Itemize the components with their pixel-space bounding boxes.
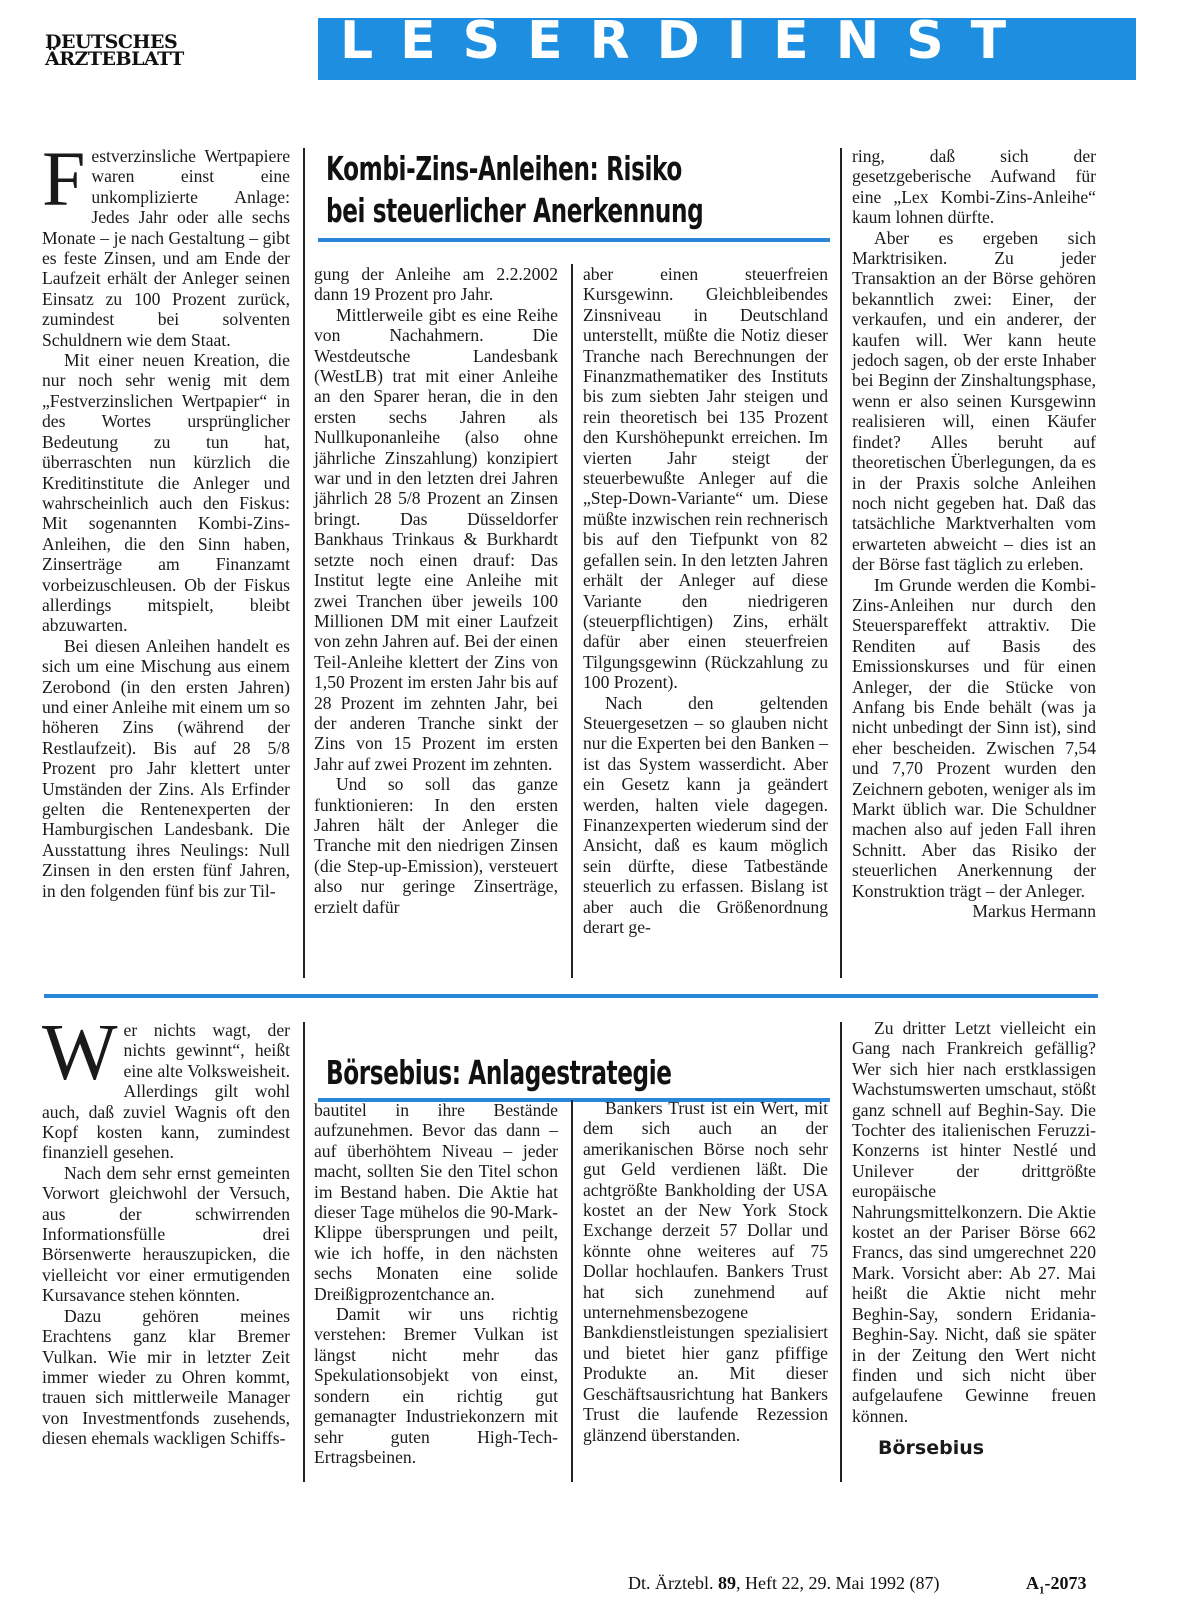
column-divider bbox=[840, 148, 842, 978]
article1-column-4 bbox=[852, 146, 1096, 921]
section-title: LESERDIENST bbox=[340, 11, 1034, 71]
logo-line-2: ÄRZTEBLATT bbox=[45, 48, 184, 70]
paragraph: gung der Anleihe am 2.2.2002 dann 19 Prozent pro Jahr. bbox=[314, 264, 558, 305]
paragraph: Bei diesen Anleihen handelt es sich um eine Mischung aus einem Zerobond (in den ersten Jahren) und einer Anleihe mit einem um so höheren Zins (während der Restlaufzeit). Bis auf 28 5/8 Prozent pro Jahr klettert unter Umständen der Zins. Als Erfinder gelten die Rentenexperten der Hamburgischen Landesbank. Die Ausstattung ihres Neulings: Null Zinsen in den ersten fünf Jahren, in den folgenden fünf bis zur Til- bbox=[42, 635, 290, 901]
article1-column-2 bbox=[314, 264, 558, 917]
author-name: Börsebius bbox=[878, 1437, 985, 1460]
paragraph: Mit einer neuen Kreation, die nur noch sehr wenig mit dem „Festverzinslichen Wertpapier“ in des Wortes ursprünglicher Bedeutung zu tun hat, überraschten nun kürzlich die Kreditinstitute die Anleger und wahrscheinlich auch den Fiskus: Mit sogenannten Kombi-Zins-Anleihen, die den Sinn haben, Zinserträge am Finanzamt vorbeizuschleusen. Ob der Fiskus allerdings mitspielt, bleibt abzuwarten. bbox=[42, 350, 290, 636]
journal-logo bbox=[45, 31, 184, 70]
column-divider bbox=[303, 1022, 305, 1482]
author-line bbox=[852, 1438, 1096, 1458]
page-prefix: A bbox=[1026, 1573, 1039, 1593]
column-divider bbox=[571, 1100, 573, 1482]
citation-volume: 89 bbox=[717, 1573, 736, 1593]
article2-column-2 bbox=[314, 1100, 558, 1467]
column-divider bbox=[840, 1022, 842, 1482]
article2-column-3 bbox=[583, 1098, 828, 1445]
logo-line-1: DEUTSCHES bbox=[45, 31, 178, 53]
column-divider bbox=[571, 264, 573, 978]
article2-headline: Börsebius: Anlagestrategie bbox=[326, 1053, 672, 1092]
page-footer-citation bbox=[628, 1573, 939, 1594]
headline-underline bbox=[318, 238, 830, 242]
article1-headline-line2: bei steuerlicher Anerkennung bbox=[326, 191, 704, 230]
paragraph: estverzinsliche Wertpapiere waren einst eine unkomplizierte Anlage: Jedes Jahr oder alle sechs Monate – je nach Gestaltung – gibt es feste Zinsen, und am Ende der Laufzeit erhält der Anleger seinen Einsatz zu 100 Prozent zurück, zumindest bei solventen Schuldnern wie dem Staat. bbox=[42, 146, 290, 350]
article1-column-1 bbox=[42, 135, 290, 901]
paragraph: Und so soll das ganze funktionieren: In den ersten Jahren hält der Anleger die Tranche mit den niedrigen Zinsen (die Step-up-Emission), versteuert also nur geringe Zinserträge, erzielt dafür bbox=[314, 774, 558, 917]
paragraph: Nach den geltenden Steuergesetzen – so glauben nicht nur die Experten bei den Banken – ist das System wasserdicht. Aber ein Gesetz kann ja geändert werden, halten viele dagegen. Finanzexperten wiederum sind der Ansicht, daß es kaum möglich sein dürfte, diese Tatbestände steuerlich zu erfassen. Bislang ist aber auch die Größenordnung derart ge- bbox=[583, 692, 828, 937]
paragraph: er nichts wagt, der nichts gewinnt“, heißt eine alte Volksweisheit. Allerdings gilt wohl auch, daß zuviel Wagnis oft den Kopf kosten kann, zumindest finanziell gesehen. bbox=[42, 1020, 290, 1163]
article1-headline-line1: Kombi-Zins-Anleihen: Risiko bbox=[326, 149, 682, 188]
page-subscript: 1 bbox=[1039, 1584, 1045, 1597]
citation-journal: Dt. Ärztebl. bbox=[628, 1573, 714, 1593]
paragraph: Im Grunde werden die Kombi-Zins-Anleihen nur durch den Steuerspareffekt attraktiv. Die Renditen auf Basis des Emissionskurses und für einen Anleger, der die Stücke von Anfang bis Ende behält (was ja nicht unbedingt der Sinn ist), sind eher bescheiden. Zwischen 7,54 und 7,70 Prozent wurden den Zeichnern geboten, weniger als im Markt üblich war. Die Schuldner machen also auf jeden Fall ihren Schnitt. Aber das Risiko der steuerlichen Anerkennung der Konstruktion trägt – der Anleger. bbox=[852, 574, 1096, 901]
paragraph: bautitel in ihre Bestände aufzunehmen. Bevor das dann – auf überhöhtem Niveau – jeder macht, sollten Sie den Titel schon im Bestand haben. Die Aktie hat dieser Tage mühelos die 90-Mark-Klippe übersprungen und peilt, wie ich hoffe, in den nächsten sechs Monaten eine solide Dreißigprozentchance an. bbox=[314, 1100, 558, 1304]
article-separator bbox=[44, 994, 1098, 998]
paragraph: ring, daß sich der gesetzgeberische Aufwand für eine „Lex Kombi-Zins-Anleihe“ kaum lohnen dürfte. bbox=[852, 146, 1096, 228]
article1-column-3 bbox=[583, 264, 828, 937]
article2-column-4 bbox=[852, 1018, 1096, 1459]
paragraph: Damit wir uns richtig verstehen: Bremer Vulkan ist längst nicht mehr das Spekulationsobjekt von einst, sondern ein richtig gut gemanagter Industriekonzern mit sehr guten High-Tech-Ertragsbeinen. bbox=[314, 1304, 558, 1467]
article2-column-1 bbox=[42, 1009, 290, 1449]
citation-details: , Heft 22, 29. Mai 1992 (87) bbox=[735, 1573, 940, 1593]
author-name: Markus Hermann bbox=[972, 901, 1096, 922]
page-number bbox=[1026, 1573, 1087, 1597]
page-number-value: -2073 bbox=[1044, 1573, 1087, 1593]
author-line bbox=[852, 901, 1096, 921]
paragraph: aber einen steuerfreien Kursgewinn. Gleichbleibendes Zinsniveau in Deutschland unterstellt, müßte die Notiz dieser Tranche nach Berechnungen der Finanzmathematiker des Instituts bis zum siebten Jahr steigen und rein theoretisch bei 135 Prozent den Kurshöhepunkt erreichen. Im vierten Jahr steigt der steuerbewußte Anleger auf die „Step-Down-Variante“ um. Diese müßte inzwischen rein rechnerisch bis auf den Tiefpunkt von 82 gefallen sein. In den letzten Jahren erhält der Anleger auf diese Variante den niedrigeren (steuerpflichtigen) Zins, erhält dafür aber einen steuerfreien Tilgungsgewinn (Rückzahlung zu 100 Prozent). bbox=[583, 264, 828, 693]
paragraph: Aber es ergeben sich Marktrisiken. Zu jeder Transaktion an der Börse gehören bekanntlich zwei: Einer, der verkaufen, und ein anderer, der kaufen will. Wer kann heute jedoch sagen, ob der erste Inhaber bei Beginn der Zinshaltungsphase, wenn er also seinen Kursgewinn realisieren will, einen Käufer findet? Alles beruht auf theoretischen Überlegungen, da es in der Praxis solche Anleihen noch nicht gegeben hat. Daß das tatsächliche Marktverhalten vom erwarteten abweicht – dies ist an der Börse fast täglich zu erleben. bbox=[852, 227, 1096, 575]
paragraph: Nach dem sehr ernst gemeinten Vorwort gleichwohl der Versuch, aus der schwirrenden Informationsfülle drei Börsenwerte herauszupicken, die vielleicht vor einer ermutigenden Kursavance stehen könnten. bbox=[42, 1162, 290, 1306]
paragraph: Zu dritter Letzt vielleicht ein Gang nach Frankreich gefällig? Wer sich hier nach erstklassigen Wachstumswerten umschaut, stößt ganz schnell auf Beghin-Say. Die Tochter des italienischen Feruzzi-Konzerns ist hinter Nestlé und Unilever der drittgrößte europäische Nahrungsmittelkonzern. Die Aktie kostet an der Pariser Börse 662 Francs, das sind umgerechnet 220 Mark. Vorsicht aber: Ab 27. Mai heißt die Aktie nicht mehr Beghin-Say, sondern Eridania-Beghin-Say. Nicht, daß sie später in der Zeitung den Wert nicht finden und sich nicht über aufgelaufene Gewinne freuen können. bbox=[852, 1018, 1096, 1426]
column-divider bbox=[303, 148, 305, 978]
article1-headline bbox=[326, 148, 833, 232]
paragraph: Bankers Trust ist ein Wert, mit dem sich auch an der amerikanischen Börse noch sehr gut Geld verdienen läßt. Die achtgrößte Bankholding der USA kostet an der New York Stock Exchange derzeit 57 Dollar und könnte ohne weiteres auf 75 Dollar hochlaufen. Bankers Trust hat sich zunehmend auf unternehmensbezogene Bankdienstleistungen spezialisiert und bietet hier ganz pfiffige Produkte an. Mit dieser Geschäftsausrichtung hat Bankers Trust die laufende Rezession glänzend überstanden. bbox=[583, 1098, 828, 1445]
dropcap-letter: F bbox=[42, 135, 86, 222]
dropcap-letter: W bbox=[42, 1009, 118, 1097]
paragraph: Mittlerweile gibt es eine Reihe von Nachahmern. Die Westdeutsche Landesbank (WestLB) trat mit einer Anleihe an den Sparer heran, die in den ersten sechs Jahren als Nullkuponanleihe (also ohne jährliche Zinszahlung) konzipiert war und in den letzten drei Jahren jährlich 28 5/8 Prozent an Zinsen bringt. Das Düsseldorfer Bankhaus Trinkaus & Burkhardt setzte noch einen drauf: Das Institut legte eine Anleihe mit zwei Tranchen über jeweils 100 Millionen DM mit einer Laufzeit von zehn Jahren auf. Bei der einen Teil-Anleihe klettert der Zins von 1,50 Prozent im ersten Jahr bis auf 28 Prozent im zehnten Jahr, bei der anderen Tranche sinkt der Zins von 15 Prozent im ersten Jahr auf zwei Prozent im zehnten. bbox=[314, 304, 558, 774]
paragraph: Dazu gehören meines Erachtens ganz klar Bremer Vulkan. Wie mir in letzter Zeit immer wieder zu Ohren kommt, trauen sich mittlerweile Manager von Investmentfonds zusehends, diesen ehemals wackligen Schiffs- bbox=[42, 1305, 290, 1449]
